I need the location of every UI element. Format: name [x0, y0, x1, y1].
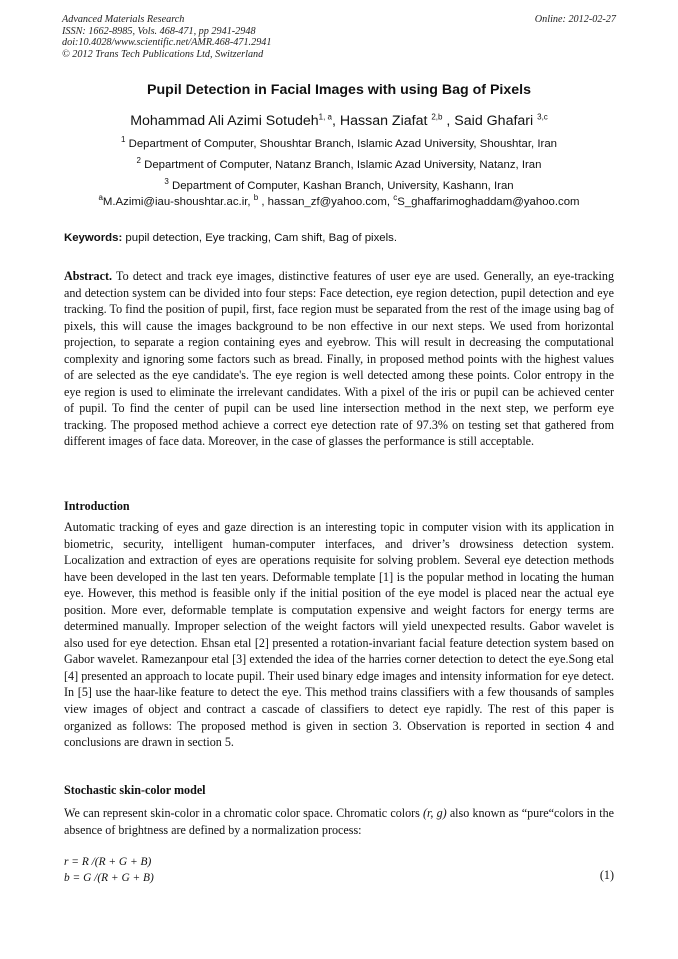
email-a[interactable]: M.Azimi@iau-shoushtar.ac.ir, [102, 196, 254, 208]
author-emails [0, 193, 678, 208]
author-1: Mohammad Ali Azimi Sotudeh [130, 113, 319, 129]
affiliation-1-mark: 1 [120, 135, 126, 145]
email-b-mark: b [253, 193, 259, 203]
abstract-text: To detect and track eye images, distinctive features of user eye are used. Generally, an eye-tracking and detection system can be divided into four steps: Face detection, eye region detection, pupil detection and eye tracking. To find the position of pupil, first, face region must be separated from the rest of the image using bag of pixels, this will cause the images background to be non effective in our next steps. We used from horizontal projection, to separate a region containing eyes and eyebrow. This will result in decreasing the computational complexity and ignoring some factors such as bread. Finally, in proposed method points with the highest values of are selected as the eye candidate's. The eye region is well detected among these points. Color entropy in the eye region is used to eliminate the irrelevant candidates. With a pixel of the iris or pupil can be achieved center of pupil. To find the center of pupil can be used line intersection method in the next step, we perform eye tracking. The proposed method achieve a correct eye detection rate of 97.3% on testing set that gathered from different images of face data. Moreover, in the case of glasses the performance is still acceptable. [64, 269, 614, 449]
email-b[interactable]: , hassan_zf@yahoo.com, [258, 196, 394, 208]
equation-line-2: b = G /(R + G + B) [64, 872, 154, 884]
introduction-heading: Introduction [64, 499, 130, 513]
introduction-body: Automatic tracking of eyes and gaze direction is an interesting topic in computer vision with its application in biometric, security, intelligent human-computer interfaces, and driver’s drowsiness detection system. Localization and extraction of eyes are operations requisite for solving problem. Several eye detection methods have been developed in the last ten years. Deformable template [1] is the popular method in locating the human eye. However, this method is feasible only if the initial position of the eye model is placed near the actual eye position. More ever, deformable template is computation expensive and weight factors for energy terms are determined manually. Improper selection of the weight factors will yield unexpected results. Gabor wavelet is also used for eye detection. Ehsan etal [2] presented a rotation-invariant facial feature detection system based on Gabor wavelet. Ramezanpour etal [3] extended the idea of the harries corner detection to detect the eye.Song etal [4] presented an approach to locate pupil. Their used binary edge images and intensity information for eye detect. In [5] use the haar-like feature to detect the eye. This method trains classifiers with a few thousands of samples view images of object and contract a cascade of classifiers to detect eye rapidly. The rest of this paper is organized as follows: The proposed method is given in section 3. Observation is reported in section 4 and conclusions are drawn in section 5. [64, 520, 614, 750]
email-c-mark: c [393, 193, 398, 203]
journal-header [62, 14, 616, 60]
author-3-affil: 3,c [537, 112, 548, 122]
author-1-affil: 1, a [318, 112, 332, 122]
skin-text-after: also known as “pure“colors in the absence of brightness are defined by a normalization process: [64, 806, 614, 837]
online-date: Online: 2012-02-27 [534, 14, 616, 25]
skin-color-heading: Stochastic skin-color model [64, 783, 206, 797]
email-c[interactable]: S_ghaffarimoghaddam@yahoo.com [397, 196, 580, 208]
paper-title: Pupil Detection in Facial Images with using Bag of Pixels [147, 82, 531, 98]
abstract [64, 268, 614, 450]
journal-name: Advanced Materials Research [62, 14, 185, 25]
affiliation-1-text: Department of Computer, Shoushtar Branch, Islamic Azad University, Shoushtar, Iran [125, 138, 558, 150]
keywords-text: pupil detection, Eye tracking, Cam shift, Bag of pixels. [122, 232, 398, 244]
author-2-affil: 2,b [431, 112, 443, 122]
author-3: , Said Ghafari [442, 113, 538, 129]
abstract-label: Abstract. [64, 269, 113, 283]
inline-math-rg: (r, g) [423, 806, 447, 820]
keywords-label: Keywords: [64, 232, 123, 244]
equation-number: (1) [599, 868, 614, 882]
affiliation-3 [0, 177, 678, 192]
author-list [0, 113, 678, 129]
equation-line-1: r = R /(R + G + B) [64, 856, 152, 868]
affiliation-2 [0, 156, 678, 171]
affiliation-2-mark: 2 [136, 156, 141, 166]
skin-text-before: We can represent skin-color in a chromatic color space. Chromatic colors [64, 806, 424, 820]
affiliation-2-text: Department of Computer, Natanz Branch, Islamic Azad University, Natanz, Iran [140, 159, 542, 171]
author-2: , Hassan Ziafat [332, 113, 432, 129]
skin-color-body [64, 805, 614, 838]
journal-issn: ISSN: 1662-8985, Vols. 468-471, pp 2941-2948 [62, 25, 256, 37]
email-a-mark: a [98, 193, 103, 203]
journal-copyright: © 2012 Trans Tech Publications Ltd, Switzerland [62, 48, 264, 60]
affiliation-3-mark: 3 [164, 177, 169, 187]
keywords [64, 232, 616, 244]
affiliation-3-text: Department of Computer, Kashan Branch, University, Kashann, Iran [168, 180, 514, 192]
journal-doi: doi:10.4028/www.scientific.net/AMR.468-471.2941 [62, 37, 272, 48]
affiliation-1 [0, 135, 678, 150]
